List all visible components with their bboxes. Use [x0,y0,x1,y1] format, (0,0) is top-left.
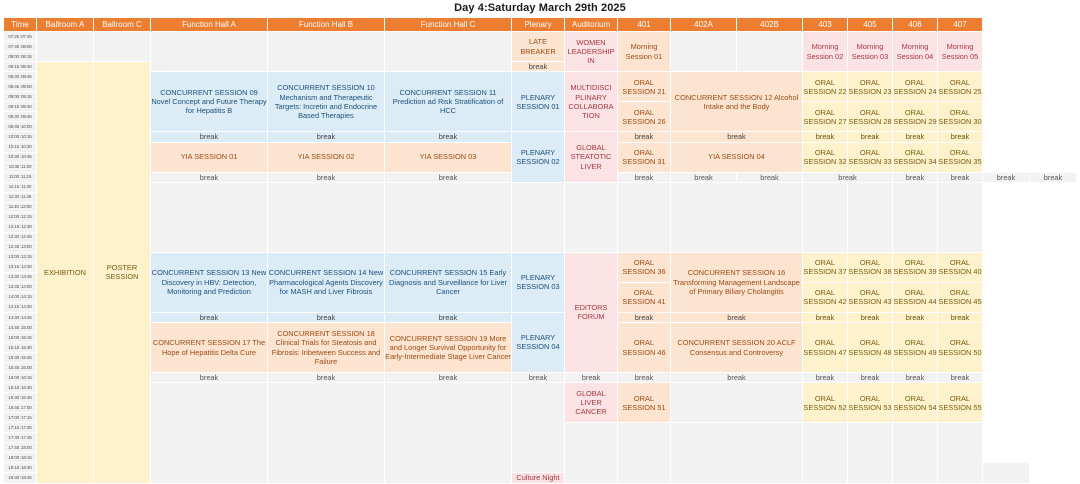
time-label: 08:45 :09:00 [4,82,37,92]
break-403-2: break [893,172,938,182]
cell-empty [803,423,848,483]
cell-empty [671,383,803,423]
session-oral-31[interactable]: ORAL SESSION 31 [618,142,671,172]
session-plenary-04[interactable]: PLENARY SESSION 04 [512,312,565,372]
time-label: 16:15 :16:30 [4,383,37,393]
session-global-steatotic[interactable]: GLOBAL STEATOTIC LIVER [565,132,618,183]
col-header-402a: 402A [671,18,737,32]
col-header-401: 401 [618,18,671,32]
cell-empty [848,423,893,483]
time-label: 11:30 :11:45 [4,192,37,202]
break-406: break [893,132,938,142]
cell-empty [151,182,268,252]
time-label: 16:00 :16:15 [4,373,37,383]
session-oral-22[interactable]: ORAL SESSION 22 [803,72,848,102]
cell-empty [737,32,803,72]
session-oral-24[interactable]: ORAL SESSION 24 [893,72,938,102]
time-label: 11:45 :12:00 [4,202,37,212]
cell-empty [983,463,1030,483]
schedule-table [3,17,1077,484]
break-407-3: break [938,312,983,322]
session-cs11[interactable]: CONCURRENT SESSION 11 Prediction ad Risk Stratification of HCC [385,72,512,132]
break-plenary-4: break [512,373,565,383]
time-label: 15:45 :16:00 [4,363,37,373]
break-fh-c: break [385,132,512,142]
session-morning-01[interactable]: Morning Session 01 [618,32,671,72]
time-label: 10:00 :10:15 [4,132,37,142]
col-header-function-hall-c: Function Hall C [385,18,512,32]
time-label: 17:30 :17:45 [4,433,37,443]
break-403-4: break [803,373,848,383]
time-label: 08:00 :08:15 [4,52,37,62]
break-406-3: break [893,312,938,322]
col-header-405: 405 [848,18,893,32]
session-cs09[interactable]: CONCURRENT SESSION 09 Novel Concept and Future Therapy for Hepatitis B [151,72,268,132]
break-fh-c-4: break [385,373,512,383]
session-cs16[interactable]: CONCURRENT SESSION 16 Transforming Management Landscape of Primary Biliary Cholangitis [671,252,803,312]
session-cs10[interactable]: CONCURRENT SESSION 10 Mechanism and Therapeutic Targets: Incretin and Endocrine Based Therapies [268,72,385,132]
break-401: break [618,132,671,142]
col-header-ballroom-a: Ballroom A [37,18,94,32]
cell-empty [268,32,385,72]
time-label: 14:30 :14:45 [4,312,37,322]
session-yia-04[interactable]: YIA SESSION 04 [671,142,803,172]
break-plenary: break [512,62,565,72]
session-oral-27[interactable]: ORAL SESSION 27 [803,102,848,132]
cell-empty [385,32,512,72]
cell-empty [268,182,385,252]
time-label: 10:15 :10:30 [4,142,37,152]
break-fh-c-3: break [385,312,512,322]
time-label: 11:00 :11:15 [4,172,37,182]
break-fh-b: break [268,132,385,142]
time-label: 13:00 :13:15 [4,252,37,262]
break-plenary-2: break [618,172,671,182]
session-oral-52[interactable]: ORAL SESSION 52 [803,383,848,423]
session-oral-50[interactable]: ORAL SESSION 50 [938,323,983,373]
time-label: 15:30 :15:45 [4,353,37,363]
time-label: 14:15 :14:30 [4,302,37,312]
time-label: 16:30 :16:45 [4,393,37,403]
time-label: 09:30 :09:45 [4,112,37,122]
break-auditorium-4: break [565,373,618,383]
session-oral-53[interactable]: ORAL SESSION 53 [848,383,893,423]
session-cs15[interactable]: CONCURRENT SESSION 15 Early Diagnosis and Surveillance for Liver Cancer [385,252,512,312]
page-title: Day 4:Saturday March 29th 2025 [454,2,626,14]
break-405-2: break [938,172,983,182]
session-oral-21[interactable]: ORAL SESSION 21 [618,72,671,102]
session-cs12[interactable]: CONCURRENT SESSION 12 Alcohol Intake and the Body [671,72,803,132]
time-label: 07:45 :08:06 [4,42,37,52]
time-label: 18:15 :18:30 [4,463,37,473]
session-exhibition[interactable]: EXHIBITION [37,62,94,484]
time-label: 18:00 :18:15 [4,453,37,463]
session-plenary-02[interactable]: PLENARY SESSION 02 [512,132,565,183]
break-402-2: break [803,172,893,182]
break-fh-c-2: break [385,172,512,182]
session-cs18[interactable]: CONCURRENT SESSION 18 Clinical Trials for Steatosis and Fibrosis: Inbetween Success and Failure [268,323,385,373]
col-header-plenary: Plenary [512,18,565,32]
cell-empty [938,423,983,483]
break-403: break [803,132,848,142]
cell-empty [565,423,618,483]
cell-empty [565,182,618,252]
break-fh-b-2: break [268,172,385,182]
session-cs14[interactable]: CONCURRENT SESSION 14 New Pharmacological Agents Discovery for MASH and Liver Fibrosis [268,252,385,312]
cell-empty [385,182,512,252]
session-oral-32[interactable]: ORAL SESSION 32 [803,142,848,172]
time-label: 15:00 :15:15 [4,333,37,343]
break-406-2: break [983,172,1030,182]
session-oral-41[interactable]: ORAL SESSION 41 [618,282,671,312]
session-oral-25[interactable]: ORAL SESSION 25 [938,72,983,102]
break-fh-a: break [151,132,268,142]
break-405-3: break [848,312,893,322]
break-407-4: break [938,373,983,383]
session-cs20[interactable]: CONCURRENT SESSION 20 ACLF Consensus and Controversy [671,323,803,373]
session-oral-42[interactable]: ORAL SESSION 42 [803,282,848,312]
break-405-4: break [848,373,893,383]
session-oral-35[interactable]: ORAL SESSION 35 [938,142,983,172]
session-cs17[interactable]: CONCURRENT SESSION 17 The Hope of Hepatitis Delta Cure [151,323,268,373]
time-label: 10:45 :11:00 [4,162,37,172]
session-global-liver-cancer[interactable]: GLOBAL LIVER CANCER [565,383,618,423]
session-oral-44[interactable]: ORAL SESSION 44 [893,282,938,312]
session-morning-04[interactable]: Morning Session 04 [893,32,938,72]
break-401-3: break [618,312,671,322]
time-label: 13:45 :14:00 [4,282,37,292]
break-fh-b-3: break [268,312,385,322]
session-oral-29[interactable]: ORAL SESSION 29 [893,102,938,132]
time-label: 10:30 :10:45 [4,152,37,162]
col-header-ballroom-c: Ballroom C [94,18,151,32]
col-header-403: 403 [803,18,848,32]
time-label: 18:30 :18:45 [4,473,37,483]
cell-empty [512,182,565,252]
session-oral-47[interactable]: ORAL SESSION 47 [803,323,848,373]
time-label: 14:45 :15:00 [4,323,37,333]
time-label: 15:15 :15:30 [4,343,37,353]
time-label: 12:00 :12:15 [4,212,37,222]
session-oral-40[interactable]: ORAL SESSION 40 [938,252,983,282]
break-407-2: break [1030,172,1077,182]
cell-empty [893,182,938,252]
col-header-auditorium: Auditorium [565,18,618,32]
session-oral-28[interactable]: ORAL SESSION 28 [848,102,893,132]
time-label: 07:25 :07:45 [4,32,37,42]
cell-empty [618,423,671,483]
break-auditorium-2: break [671,172,737,182]
break-405: break [848,132,893,142]
col-header-406: 406 [893,18,938,32]
session-morning-02[interactable]: Morning Session 02 [803,32,848,72]
break-406-4: break [893,373,938,383]
time-label: 11:15 :11:30 [4,182,37,192]
time-label: 14:00 :14:15 [4,292,37,302]
session-oral-36[interactable]: ORAL SESSION 36 [618,252,671,282]
cell-empty [671,182,803,252]
session-morning-03[interactable]: Morning Session 03 [848,32,893,72]
table-header-row [4,18,1077,32]
session-cs13[interactable]: CONCURRENT SESSION 13 New Discovery in HBV: Detection, Monitoring and Prediction [151,252,268,312]
session-poster[interactable]: POSTER SESSION [94,62,151,484]
cell-empty [893,423,938,483]
cell-empty [938,182,983,252]
time-label: 09:45 :10:00 [4,122,37,132]
cell-empty [848,182,893,252]
session-oral-34[interactable]: ORAL SESSION 34 [893,142,938,172]
session-oral-23[interactable]: ORAL SESSION 23 [848,72,893,102]
session-oral-54[interactable]: ORAL SESSION 54 [893,383,938,423]
break-403-3: break [803,312,848,322]
time-label: 17:45 :18:00 [4,443,37,453]
session-yia-02[interactable]: YIA SESSION 02 [268,142,385,172]
time-label: 12:30 :12:45 [4,232,37,242]
time-label: 09:00 :09:15 [4,92,37,102]
col-header-402b: 402B [737,18,803,32]
session-oral-43[interactable]: ORAL SESSION 43 [848,282,893,312]
cell-empty [37,32,94,62]
col-header-time: Time [4,18,37,32]
session-oral-45[interactable]: ORAL SESSION 45 [938,282,983,312]
cell-empty [94,32,151,62]
session-oral-39[interactable]: ORAL SESSION 39 [893,252,938,282]
session-plenary-03[interactable]: PLENARY SESSION 03 [512,252,565,312]
break-402-3: break [671,312,803,322]
break-fh-a-2: break [151,172,268,182]
cell-empty [803,182,848,252]
break-402: break [671,132,803,142]
time-label: 08:15 :08:30 [4,62,37,72]
session-yia-03[interactable]: YIA SESSION 03 [385,142,512,172]
break-fh-a-3: break [151,312,268,322]
session-editors-forum[interactable]: EDITORS FORUM [565,252,618,372]
session-yia-01[interactable]: YIA SESSION 01 [151,142,268,172]
time-label: 12:15 :12:30 [4,222,37,232]
session-late-breaker[interactable]: LATE BREAKER [512,32,565,62]
time-label: 12:45 :13:00 [4,242,37,252]
break-401-2: break [737,172,803,182]
break-fh-b-4: break [268,373,385,383]
session-plenary-01[interactable]: PLENARY SESSION 01 [512,72,565,132]
session-oral-49[interactable]: ORAL SESSION 49 [893,323,938,373]
time-label: 17:15 :17:30 [4,423,37,433]
cell-empty [268,383,385,483]
session-oral-38[interactable]: ORAL SESSION 38 [848,252,893,282]
cell-empty [151,383,268,483]
time-label: 13:30 :13:45 [4,272,37,282]
time-label: 09:15 :09:30 [4,102,37,112]
session-morning-05[interactable]: Morning Session 05 [938,32,983,72]
session-culture-night[interactable]: Culture Night [512,473,565,483]
session-oral-48[interactable]: ORAL SESSION 48 [848,323,893,373]
session-oral-46[interactable]: ORAL SESSION 46 [618,323,671,373]
session-oral-37[interactable]: ORAL SESSION 37 [803,252,848,282]
cell-empty [671,423,803,483]
cell-empty [671,32,737,72]
col-header-function-hall-b: Function Hall B [268,18,385,32]
session-cs19[interactable]: CONCURRENT SESSION 19 More and Longer Survival Opportunity for Early-Intermediate Stage Liver Cancer [385,323,512,373]
break-401-4: break [618,373,671,383]
time-label: 16:45 :17:00 [4,403,37,413]
session-oral-26[interactable]: ORAL SESSION 26 [618,102,671,132]
time-label: 17:00 :17:15 [4,413,37,423]
cell-empty [618,182,671,252]
session-oral-55[interactable]: ORAL SESSION 55 [938,383,983,423]
session-oral-30[interactable]: ORAL SESSION 30 [938,102,983,132]
session-oral-51[interactable]: ORAL SESSION 51 [618,383,671,423]
col-header-function-hall-a: Function Hall A [151,18,268,32]
break-402-4: break [671,373,803,383]
time-label: 13:15 :13:30 [4,262,37,272]
cell-empty [151,32,268,72]
col-header-407: 407 [938,18,983,32]
session-oral-33[interactable]: ORAL SESSION 33 [848,142,893,172]
session-women-leadership[interactable]: WOMEN LEADERSHIP IN [565,32,618,72]
session-multidisciplinary[interactable]: MULTIDISCI PLINARY COLLABORA TION [565,72,618,132]
break-fh-a-4: break [151,373,268,383]
cell-empty [512,383,565,473]
time-label: 08:30 :08:45 [4,72,37,82]
cell-empty [385,383,512,483]
break-407: break [938,132,983,142]
